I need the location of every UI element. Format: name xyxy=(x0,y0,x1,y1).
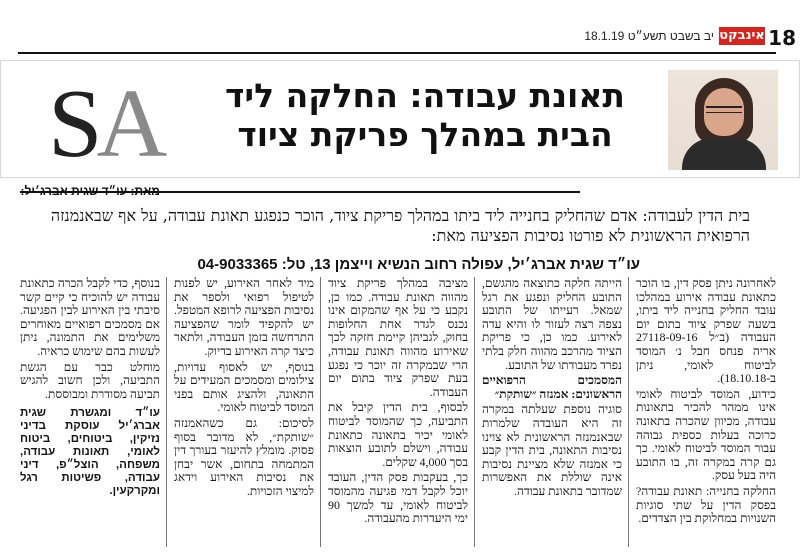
paragraph: כך, בעקבות פסק הדין, העובד יוכל לקבל דמי פגיעה מהמוסד לביטוח לאומי, עד למשך 90 ימי היעדרות מהעבודה. xyxy=(328,470,468,526)
body-column-3 xyxy=(328,277,468,547)
logo-letter-s: S xyxy=(48,70,97,178)
issue-date: יב בשבט תשע״ט 18.1.19 xyxy=(584,29,714,43)
page-number: 18 xyxy=(768,26,796,50)
paragraph: מציבה במהלך פריקת ציוד מהווה תאונת עבודה. כמו כן, נקבע כי על אף שהמקום אינו נכנס לגדר אחת החלופות בחוק, לגביהן קיימת חזקה לכך שאירוע מהווה תאונת עבודה, הרי שבמקרה זה יוכר כי נפגע בעת שפרק ציוד בתום יום העבודה. xyxy=(328,277,468,399)
body-column-5 xyxy=(20,277,160,547)
paragraph: בנוסף, יש לאסוף עדויות, צילומים ומסמכים המעידים על התאונה, ולהציג אותם בפני המוסד לביטוח לאומי. xyxy=(174,359,314,415)
masthead xyxy=(0,0,800,52)
article-body xyxy=(18,277,776,547)
masthead-divider xyxy=(18,52,776,54)
logo-letter-a: A xyxy=(96,70,162,178)
subheading: המסמכים הרפואיים הראשונים: אמנזה ״שותקת״ xyxy=(482,373,622,401)
column-divider xyxy=(628,277,629,547)
paragraph: כידוע, המוסד לביטוח לאומי אינו ממהר להכיר בתאונות עבודה, מכיוון שהכרה בתאונה כרוכה בעלות כספית גבוהה עבור המוסד לביטוח לאומי. כך גם קרה במקרה זה, בו התובע היה בעל עסק. xyxy=(636,386,776,483)
paragraph: החלקה בחנייה: תאונת עבודה? בפסק הדין על שתי סוגיות השנויות במחלוקת בין הצדדים. xyxy=(636,483,776,526)
article-lead: בית הדין לעבודה: אדם שהחליק בחנייה ליד ביתו במהלך פריקת ציוד, הוכר כנפגע תאונת עבודה, על אף שבאנמנזה הרפואית הראשונית לא פורטו נסיבות הפציעה מאת: xyxy=(50,206,750,245)
body-column-4 xyxy=(174,277,314,547)
paragraph: מיד לאחר האירוע, יש לפנות לטיפול רפואי ולספר את נסיבות הפציעה לרופא המטפל. יש להקפיד לומר שהפציעה התרחשה בזמן העבודה, ולתאר כיצד קרה האירוע בדיוק. xyxy=(174,277,314,358)
column-divider xyxy=(474,277,475,547)
paragraph: מוחלט כבר עם הגשת התביעה, ולכן חשוב להגיש תביעה מסודרת ומבוססת. xyxy=(20,359,160,401)
column-divider xyxy=(320,277,321,547)
author-portrait xyxy=(668,70,778,170)
paragraph: לבסוף, בית הדין קיבל את התביעה, כך שהמוסד לביטוח לאומי יכיר בתאונה כתאונת עבודה, וישלם לתובע הוצאות בסך 4,000 שקלים. xyxy=(328,400,468,469)
publication-logo: אינבקט xyxy=(719,28,765,43)
paragraph: סוגיה נוספת שעלתה במקרה זה היא העובדה שלמרות שבאנמנזה הראשונית לא צוינו נסיבות התאונה, בית הדין קבע כי אמנזה שלא מציינת נסיבות אינה שוללת את האפשרות שמדובר בתאונת עבודה. xyxy=(482,402,622,498)
contact-line: עו״ד שגית אברג׳יל, עפולה רחוב הנשיא וייצמן 13, טל: 04-9033365 xyxy=(197,256,640,273)
body-column-1 xyxy=(636,277,776,547)
body-column-2 xyxy=(482,277,622,547)
column-divider xyxy=(166,277,167,547)
paragraph: לסיכום: גם כשהאמנזה ״שותקת״, לא מדובר בסוף פסוק. מומלץ להיעזר בעורך דין המתמחה בתחום, אשר יבחן את נסיבות האירוע וידאג למיצוי הזכויות. xyxy=(174,415,314,498)
paragraph: בנוסף, כדי לקבל הכרה כתאונת עבודה יש להוכיח כי קיים קשר סיבתי בין האירוע לבין הפגיעה. אם מסמכים רפואיים מאוחרים משלימים את התמונה, ניתן לעשות בהם שימוש כראיה. xyxy=(20,277,160,358)
paragraph: הייתה חלקה כתוצאה מהגשם, התובע החליק ונפגע את רגל שמאל. רעייתו של התובע נצפה רצה לעזור לו והיא עדה לאירוע. כמו כן, כי פריקת הציוד מהרכב מהווה חלק בלתי נפרד מעבודתו של התובע. xyxy=(482,277,622,372)
author-bio: עו״ד ומגשרת שגית אברג׳יל עוסקת בדיני נזיקין, ביטוחים, ביטוח לאומי, תאונות עבודה, משפחה, הוצל״פ, דיני עבודה, פשיטות רגל ומקרקעין. xyxy=(20,407,160,498)
paragraph: לאחרונה ניתן פסק דין, בו הוכר כתאונת עבודה אירוע במהלכו עובד החליק בחנייה ליד ביתו, בשעה שפרק ציוד בתום יום העבודה (ב״ל 27118-09-16 אריה פנחס חבל נ׳ המוסד לביטוח לאומי, ניתן ב-18.10.18). xyxy=(636,277,776,386)
byline-divider xyxy=(20,191,580,193)
sa-logo xyxy=(48,70,162,178)
article-headline: תאונת עבודה: החלקה ליד הבית במהלך פריקת ציוד xyxy=(225,76,625,154)
